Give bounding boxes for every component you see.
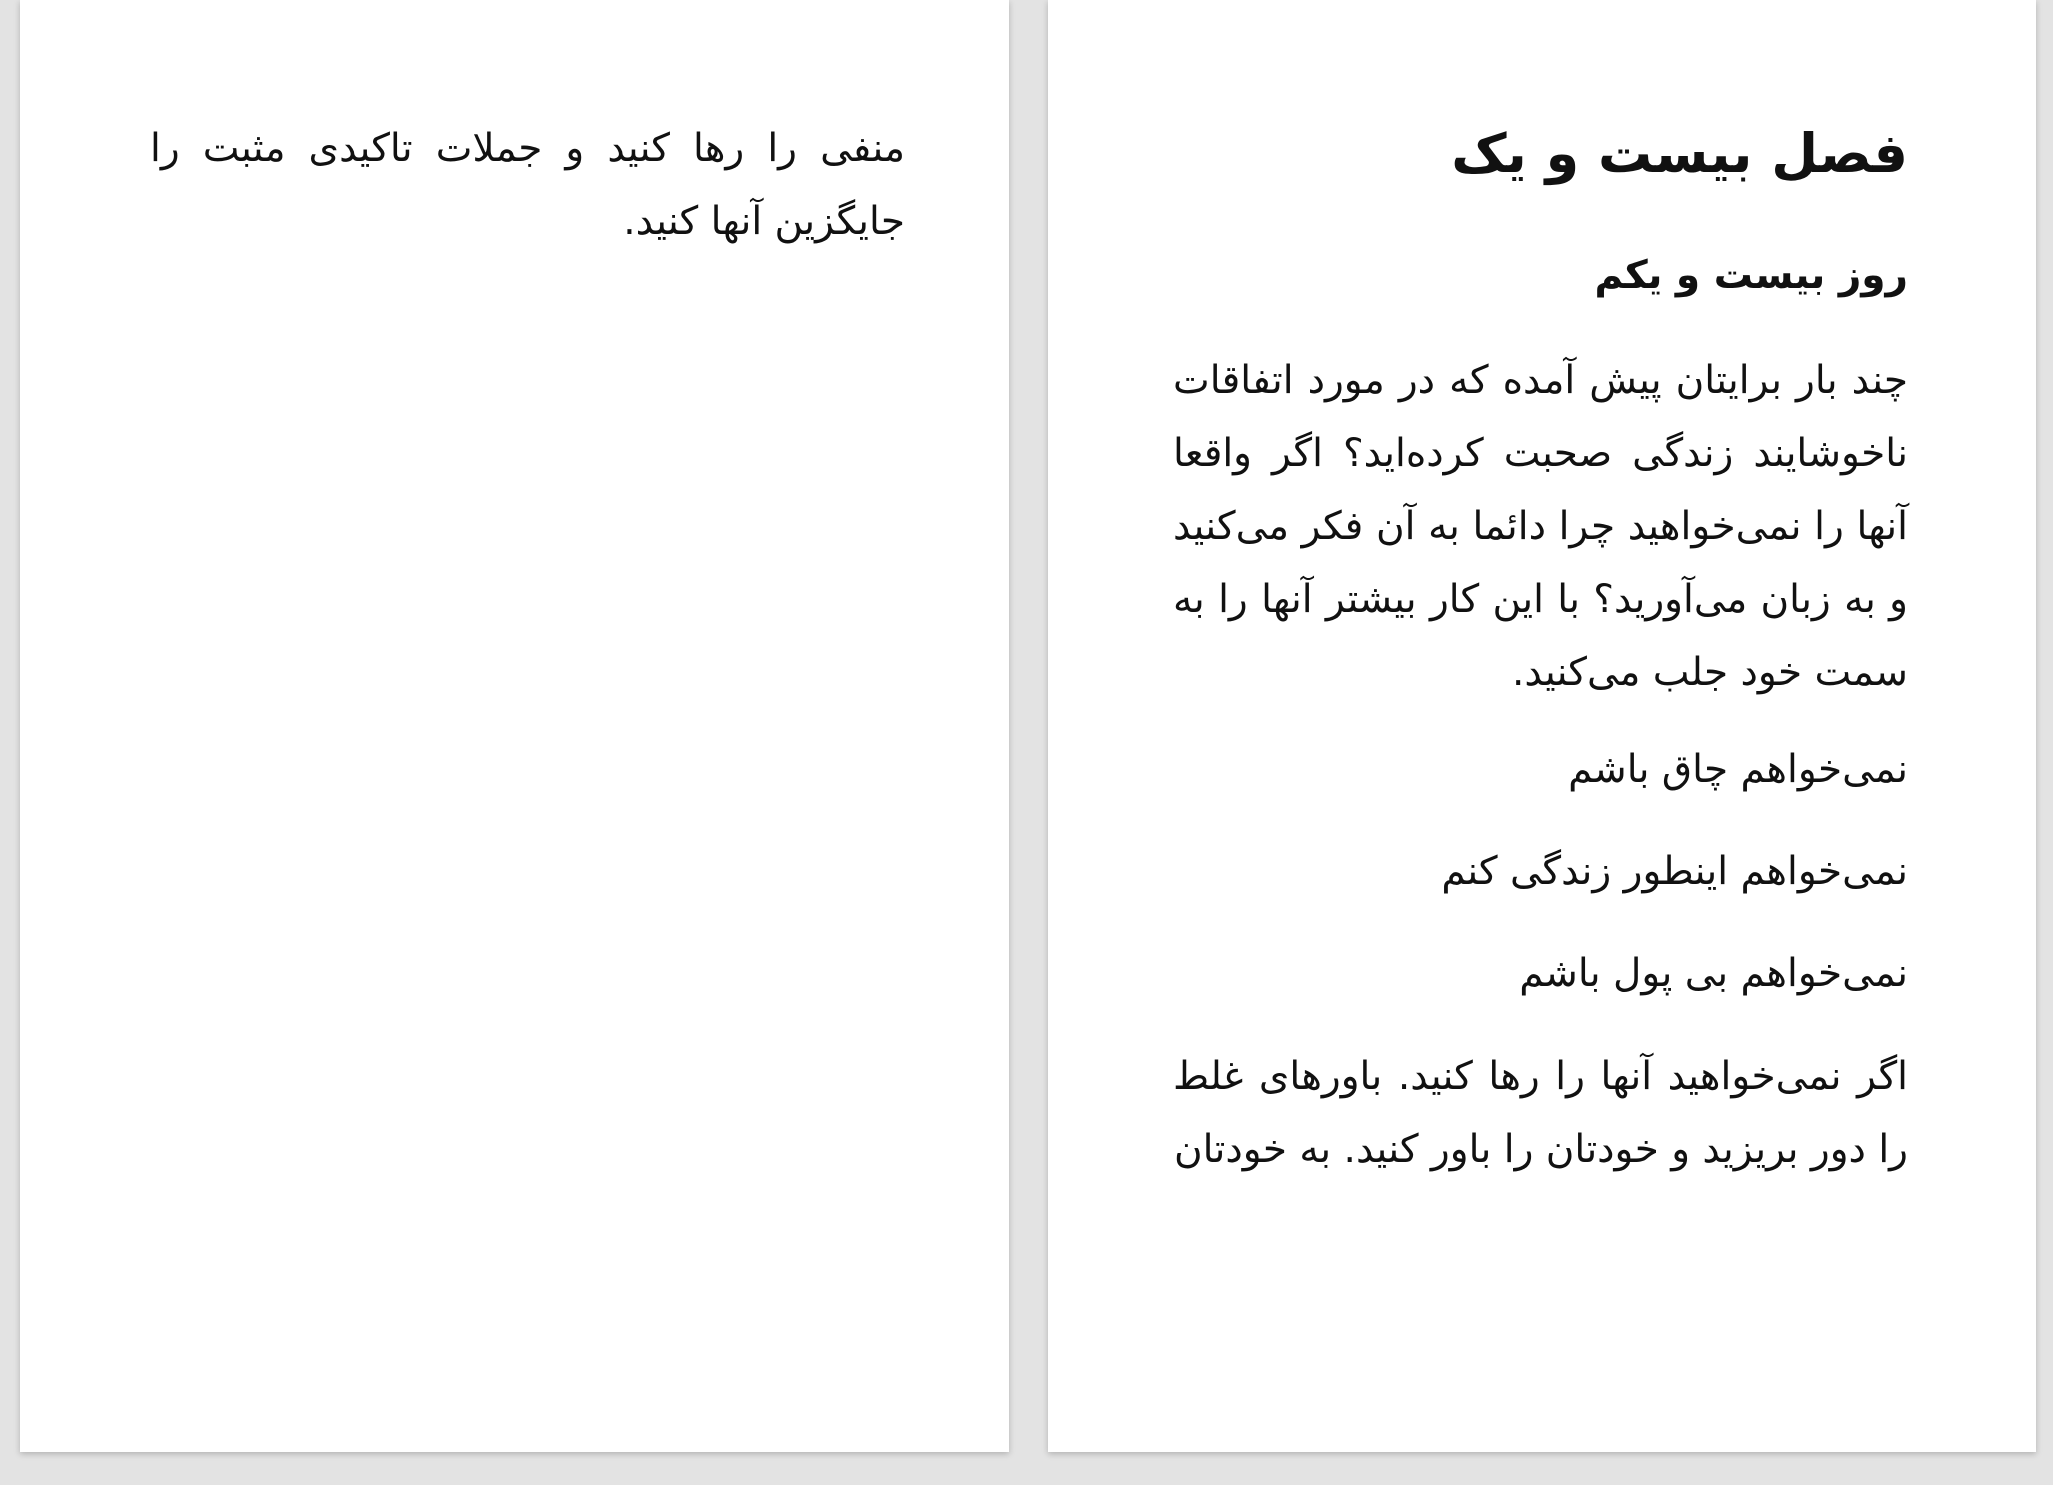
affirmation-line-3: نمی‌خواهم بی پول باشم <box>1519 951 1908 996</box>
paragraph-1: چند بار برایتان پیش آمده که در مورد اتفاقات ناخوشایند زندگی صحبت کرده‌اید؟ اگر واقعا آنها را نمی‌خواهید چرا دائما به آن فکر می‌کنید و به زبان می‌آورید؟ با این کار بیشتر آنها را به سمت خود جلب می‌کنید. <box>1173 358 1908 695</box>
paragraph-2: اگر نمی‌خواهید آنها را رها کنید. باورهای غلط را دور بریزید و خودتان را باور کنید. به خودتان <box>1173 1054 1908 1172</box>
right-page <box>1048 0 2036 1452</box>
day-title: روز بیست و یکم <box>1594 253 1908 298</box>
chapter-title: فصل بیست و یک <box>1451 122 1908 185</box>
left-page <box>20 0 1009 1452</box>
affirmation-line-2: نمی‌خواهم اینطور زندگی کنم <box>1441 849 1908 894</box>
left-page-paragraph: منفی را رها کنید و جملات تاکیدی مثبت را جایگزین آنها کنید. <box>150 126 905 244</box>
affirmation-line-1: نمی‌خواهم چاق باشم <box>1568 747 1908 792</box>
